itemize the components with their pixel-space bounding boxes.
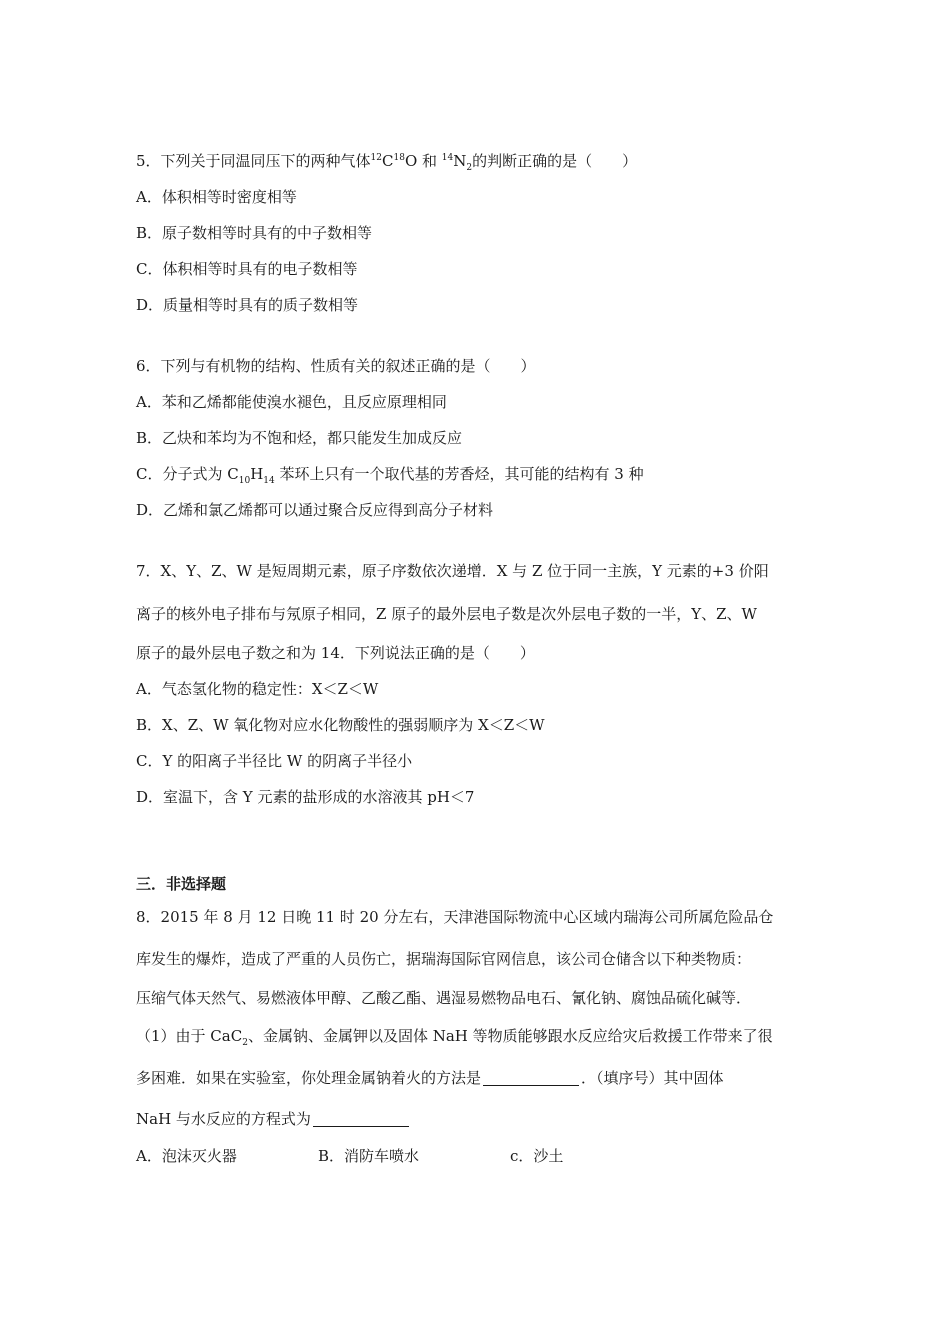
q8-line-1: 8．2015 年 8 月 12 日晚 11 时 20 分左右，天津港国际物流中心区域内瑞海公司所属危险品仓 <box>136 908 774 926</box>
q8-line-2: 库发生的爆炸，造成了严重的人员伤亡，据瑞海国际官网信息，该公司仓储含以下种类物质： <box>136 950 752 968</box>
q7-stem-line-2: 离子的核外电子排布与氖原子相同，Z 原子的最外层电子数是次外层电子数的一半，Y、Z、W <box>136 605 757 623</box>
q7-option-b: B．X、Z、W 氧化物对应水化物酸性的强弱顺序为 X＜Z＜W <box>136 716 545 734</box>
answer-blank-method[interactable] <box>483 1070 579 1086</box>
q5-iso1-mass: 12 <box>370 153 382 163</box>
q8-option-c: c．沙土 <box>510 1147 564 1165</box>
q8-option-a: A．泡沫灭火器 <box>136 1147 237 1165</box>
q5-iso2-mass: 14 <box>441 153 454 163</box>
q5-option-b: B．原子数相等时具有的中子数相等 <box>136 224 373 242</box>
q5-iso1-o-mass: 18 <box>393 153 405 163</box>
q7-option-a: A．气态氢化物的稳定性：X＜Z＜W <box>136 680 379 698</box>
q8-part1-line-3: NaH 与水反应的方程式为 <box>136 1109 411 1129</box>
q6-option-b: B．乙炔和苯均为不饱和烃，都只能发生加成反应 <box>136 429 463 447</box>
section-title: 三．非选择题 <box>136 875 227 893</box>
q8-line-3: 压缩气体天然气、易燃液体甲醇、乙酸乙酯、遇湿易燃物品电石、氰化钠、腐蚀品硫化碱等． <box>136 989 752 1007</box>
q5-option-a: A．体积相等时密度相等 <box>136 188 297 206</box>
q7-option-d: D．室温下，含 Y 元素的盐形成的水溶液其 pH＜7 <box>136 788 475 806</box>
q5-stem: 5．下列关于同温同压下的两种气体$^{12}C^{18}O$ 和 $^{14}N_2$的判断正确的是（ ） <box>136 152 638 173</box>
q8-part1-line-1: （1）由于 CaC$_2$、金属钠、金属钾以及固体 NaH 等物质能够跟水反应给灾后救援工作带来了很 <box>136 1027 773 1048</box>
q6-stem: 6．下列与有机物的结构、性质有关的叙述正确的是（ ） <box>136 357 536 375</box>
q6-option-a: A．苯和乙烯都能使溴水褪色，且反应原理相同 <box>136 393 447 411</box>
q6-option-c: C．分子式为 $C_{10}H_{14}$ 苯环上只有一个取代基的芳香烃，其可能的结构有 3 种 <box>136 465 644 486</box>
q6-option-d: D．乙烯和氯乙烯都可以通过聚合反应得到高分子材料 <box>136 501 494 519</box>
q7-option-c: C．Y 的阳离子半径比 W 的阴离子半径小 <box>136 752 413 770</box>
answer-blank-equation[interactable] <box>313 1111 409 1127</box>
q7-stem-line-3: 原子的最外层电子数之和为 14．下列说法正确的是（ ） <box>136 644 535 662</box>
q8-part1-line-2: 多困难．如果在实验室，你处理金属钠着火的方法是 ．（填序号）其中固体 <box>136 1069 724 1087</box>
q8-option-b: B．消防车喷水 <box>318 1147 420 1165</box>
q7-stem-line-1: 7．X、Y、Z、W 是短周期元素，原子序数依次递增．X 与 Z 位于同一主族，Y 元素的+3 价阳 <box>136 562 769 580</box>
q8-options-row <box>136 1146 237 1166</box>
q5-option-d: D．质量相等时具有的质子数相等 <box>136 296 359 314</box>
q5-option-c: C．体积相等时具有的电子数相等 <box>136 260 358 278</box>
